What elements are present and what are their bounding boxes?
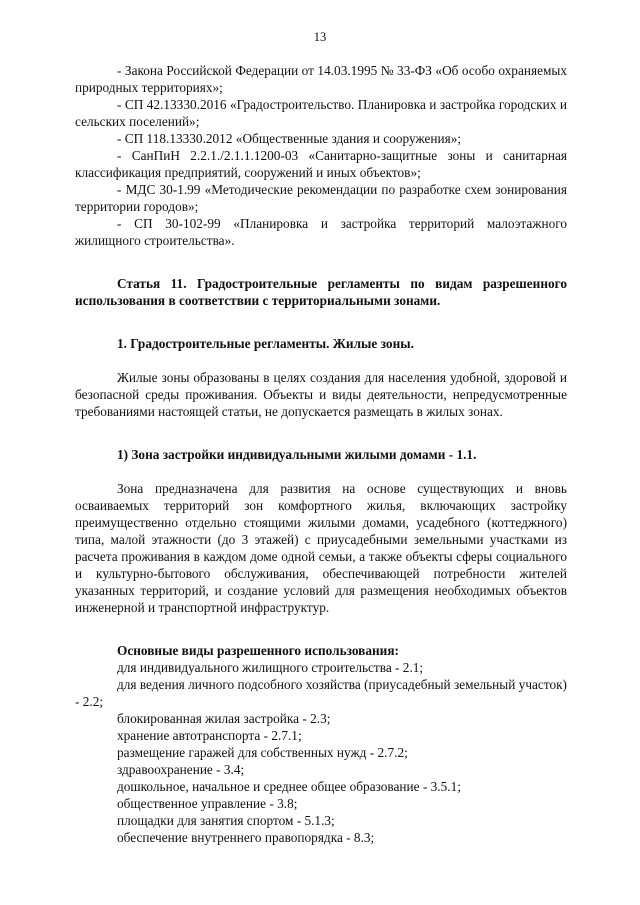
page-number: 13	[313, 30, 327, 44]
zone-paragraph: Зона предназначена для развития на основе существующих и вновь осваиваемых территорий зон комфортного жилья, включающих застройку преимущественно отдельно стоящими жилыми домами, усадебного (коттеджного) типа, малой этажности (до 3 этажей) с приусадебными земельными участками из расчета проживания в каждом доме одной семьи, а также объекты сферы социального и культурно-бытового обслуживания, обеспечивающей потребности жителей указанных территорий, и создание условий для размещения необходимых объектов инженерной и транспортной инфраструктур.	[75, 481, 567, 615]
use-item: дошкольное, начальное и среднее общее образование - 3.5.1;	[117, 779, 461, 794]
references-list	[75, 62, 567, 249]
reference-item: - СанПиН 2.2.1./2.1.1.1200-03 «Санитарно-защитные зоны и санитарная классификация предприятий, сооружений и иных объектов»;	[75, 148, 567, 180]
reference-item: - МДС 30-1.99 «Методические рекомендации по разработке схем зонирования территории городов»;	[75, 182, 567, 214]
use-item: площадки для занятия спортом - 5.1.3;	[117, 813, 335, 828]
use-item: для ведения личного подсобного хозяйства (приусадебный земельный участок) - 2.2;	[75, 677, 567, 709]
section-paragraph: Жилые зоны образованы в целях создания для населения удобной, здоровой и безопасной среды проживания. Объекты и виды деятельности, непредусмотренные требованиями настоящей статьи, не допускается размещать в жилых зонах.	[75, 370, 567, 419]
use-item: общественное управление - 3.8;	[117, 796, 298, 811]
zone-heading: 1) Зона застройки индивидуальными жилыми домами - 1.1.	[117, 447, 477, 462]
use-item: здравоохранение - 3.4;	[117, 762, 245, 777]
use-item: блокированная жилая застройка - 2.3;	[117, 711, 331, 726]
reference-item: - СП 42.13330.2016 «Градостроительство. Планировка и застройка городских и сельских поселений»;	[75, 97, 567, 129]
use-item: размещение гаражей для собственных нужд - 2.7.2;	[117, 745, 408, 760]
reference-item: - Закона Российской Федерации от 14.03.1995 № 33-ФЗ «Об особо охраняемых природных территориях»;	[75, 63, 567, 95]
reference-item: - СП 118.13330.2012 «Общественные здания и сооружения»;	[117, 131, 462, 146]
use-item: хранение автотранспорта - 2.7.1;	[117, 728, 302, 743]
uses-list	[75, 659, 567, 846]
uses-title: Основные виды разрешенного использования:	[117, 643, 399, 658]
article-heading: Статья 11. Градостроительные регламенты по видам разрешенного использования в соответствии с территориальными зонами.	[75, 276, 567, 308]
use-item: для индивидуального жилищного строительства - 2.1;	[117, 660, 424, 675]
section-heading: 1. Градостроительные регламенты. Жилые зоны.	[117, 336, 414, 351]
use-item: обеспечение внутреннего правопорядка - 8.3;	[117, 830, 375, 845]
reference-item: - СП 30-102-99 «Планировка и застройка территорий малоэтажного жилищного строительства».	[75, 216, 567, 248]
document-body	[75, 62, 567, 846]
